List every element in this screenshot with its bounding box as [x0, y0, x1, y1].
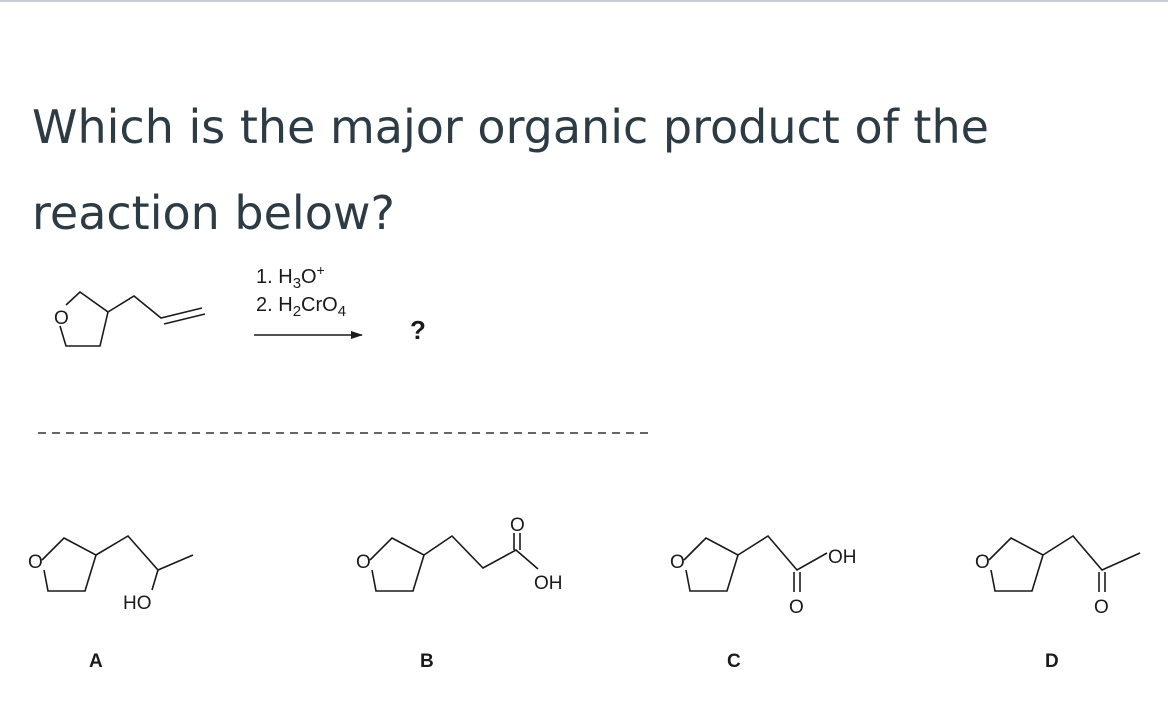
choice-c-structure [670, 536, 857, 618]
carbonyl-oxygen-label: O [789, 597, 804, 618]
carbonyl-oxygen-label: O [1094, 597, 1109, 618]
hydroxyl-label: OH [828, 547, 857, 568]
choice-d-structure [975, 536, 1140, 618]
choice-a-label: A [89, 651, 103, 672]
reagent-step-2: 2. $H_2CrO_4$ [256, 294, 347, 320]
starting-material-structure [54, 292, 205, 346]
ring-oxygen-label: O [975, 552, 990, 573]
choice-c-label: C [727, 651, 741, 672]
product-placeholder: ? [410, 315, 426, 345]
hydroxyl-label: HO [123, 593, 152, 614]
ring-oxygen-label: O [356, 552, 371, 573]
choice-d-label: D [1045, 651, 1059, 672]
ring-oxygen-label: O [670, 552, 685, 573]
ring-oxygen-label: O [28, 552, 43, 573]
question-text: Which is the major organic product of the reaction below? [32, 100, 989, 240]
hydroxyl-label: OH [534, 573, 563, 594]
reagent-step-1: 1. $H_3O^+$ [256, 262, 325, 292]
ring-oxygen-label: O [54, 308, 69, 329]
choice-b-structure [356, 515, 563, 594]
carbonyl-oxygen-label: O [510, 515, 525, 536]
choice-b-label: B [420, 651, 434, 672]
choice-a-structure [28, 536, 193, 614]
